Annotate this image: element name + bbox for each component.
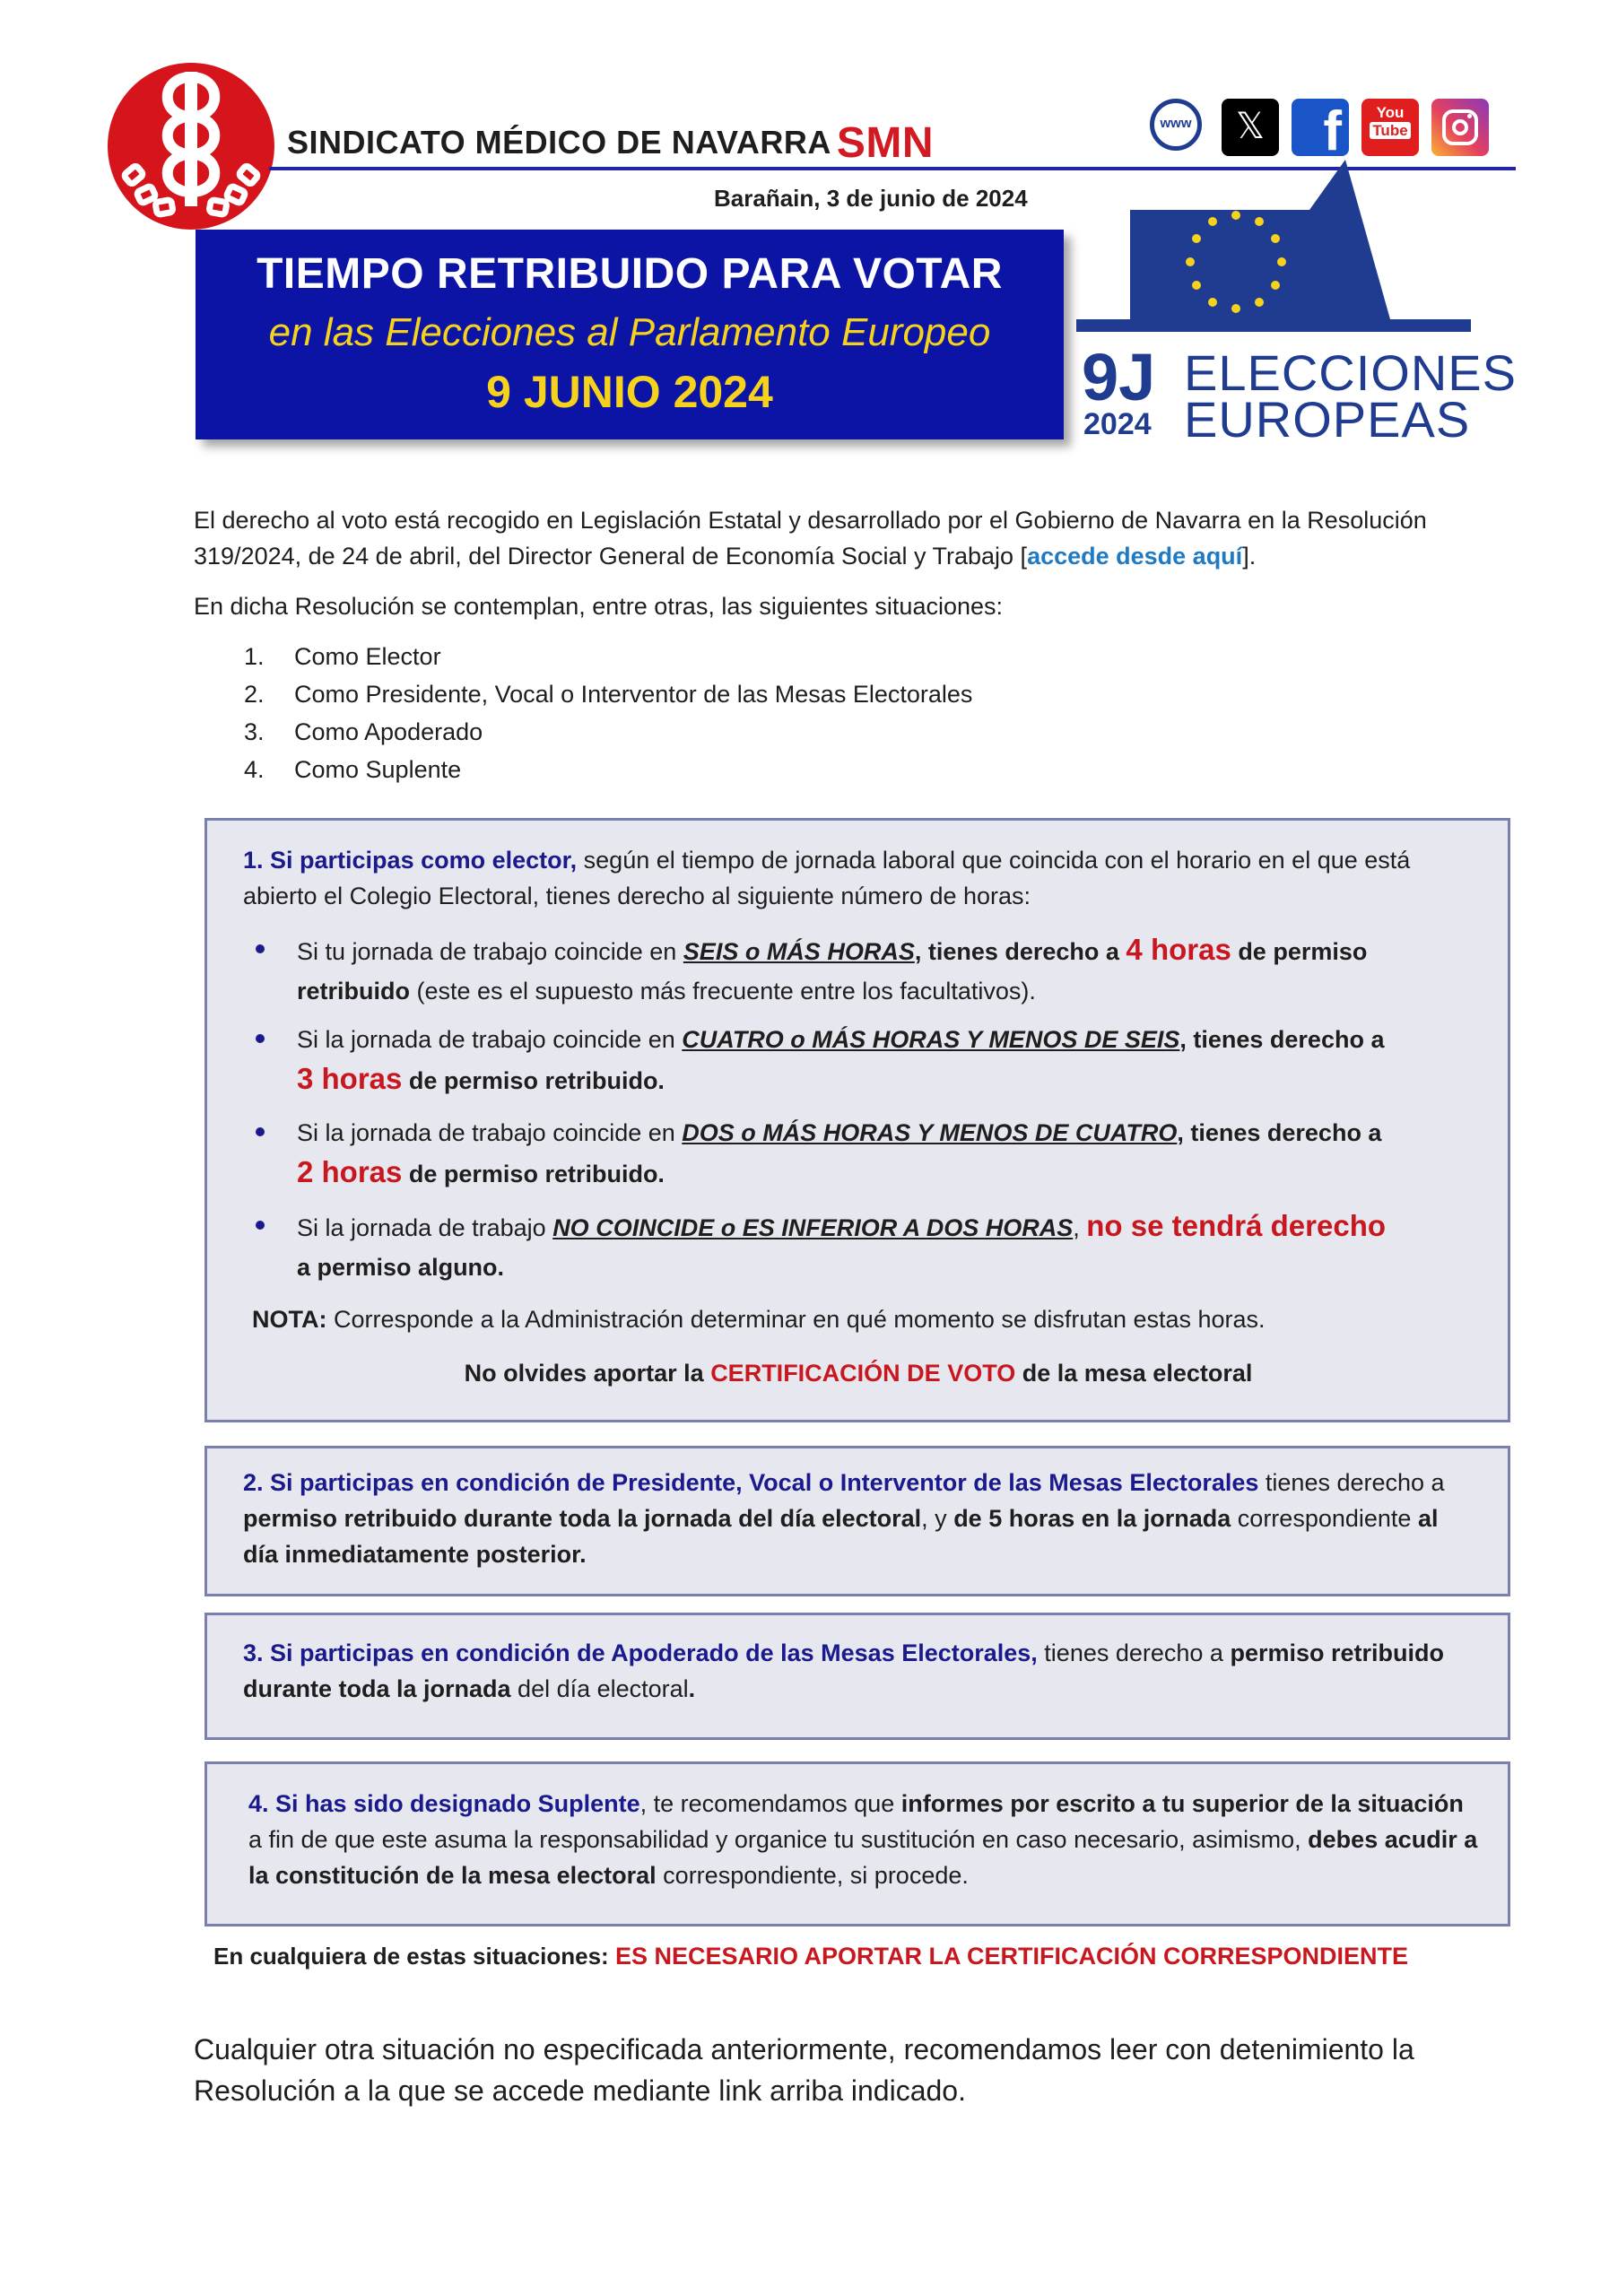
eu-logo-year: 2024 bbox=[1083, 407, 1152, 441]
presidente-text: 2. Si participas en condición de Presidente, Vocal o Interventor de las Mesas Electorales tienes derecho a permiso retribuido durante toda la jornada del día electoral, y de 5 horas en la jornada correspondiente al día inmediatamente posterior. bbox=[243, 1469, 1445, 1568]
youtube-icon-bottom: Tube bbox=[1370, 122, 1410, 139]
title-line-2: en las Elecciones al Parlamento Europeo bbox=[268, 310, 991, 354]
org-name bbox=[287, 115, 935, 167]
apoderado-text: 3. Si participas en condición de Apoderado de las Mesas Electorales, tienes derecho a permiso retribuido durante toda la jornada del día electoral. bbox=[243, 1639, 1444, 1702]
instagram-icon[interactable] bbox=[1431, 99, 1489, 156]
document-date: Barañain, 3 de junio de 2024 bbox=[714, 185, 1028, 212]
eu-logo-9j: 9J bbox=[1082, 340, 1156, 414]
eu-logo-line-1: ELECCIONES bbox=[1184, 344, 1517, 401]
bullet-item: Si la jornada de trabajo NO COINCIDE o ES INFERIOR A DOS HORAS, no se tendrá derecho a permiso alguno. bbox=[297, 1206, 1400, 1287]
intro-text: El derecho al voto está recogido en Legislación Estatal y desarrollado por el Gobierno de Navarra en la Resolución 319/2024, de 24 de abril, del Director General de Economía Social y Trabajo [ bbox=[194, 507, 1427, 570]
bullet-dot bbox=[256, 1221, 265, 1230]
elector-section bbox=[204, 818, 1510, 1422]
title-line-3: 9 JUNIO 2024 bbox=[486, 367, 773, 417]
smn-logo bbox=[106, 61, 276, 231]
elector-intro: 1. Si participas como elector, según el tiempo de jornada laboral que coincida con el horario en el que está abierto el Colegio Electoral, tienes derecho al siguiente número de horas: bbox=[243, 847, 1411, 909]
x-icon-glyph: 𝕏 bbox=[1235, 106, 1266, 147]
bullet-item: Si tu jornada de trabajo coincide en SEIS o MÁS HORAS, tienes derecho a 4 horas de permiso retribuido (este es el supuesto más frecuente entre los facultativos). bbox=[297, 930, 1400, 1011]
youtube-icon-top: You bbox=[1376, 104, 1405, 121]
list-item: 2. Como Presidente, Vocal o Interventor de las Mesas Electorales bbox=[244, 681, 973, 708]
list-item: 1. Como Elector bbox=[244, 643, 441, 670]
www-icon-label: www bbox=[1160, 116, 1192, 131]
bullet-dot bbox=[256, 944, 265, 953]
elector-heading: 1. Si participas como elector, bbox=[243, 847, 578, 874]
resolution-link[interactable]: accede desde aquí bbox=[1027, 543, 1243, 570]
list-item: 4. Como Suplente bbox=[244, 756, 462, 783]
eu-logo-line-2: EUROPEAS bbox=[1184, 391, 1471, 448]
suplente-text: 4. Si has sido designado Suplente, te recomendamos que informes por escrito a tu superior de la situación a fin de que este asuma la responsabilidad y organice tu sustitución en caso necesario, asimismo, debes acudir a la constitución de la mesa electoral correspondiente, si procede. bbox=[248, 1790, 1478, 1889]
final-note: En cualquiera de estas situaciones: ES NECESARIO APORTAR LA CERTIFICACIÓN CORRESPONDIENTE bbox=[213, 1943, 1409, 1970]
presidente-section bbox=[204, 1446, 1510, 1596]
intro-paragraph bbox=[194, 502, 1485, 574]
list-item: 3. Como Apoderado bbox=[244, 718, 483, 745]
org-abbreviation: SMN bbox=[836, 119, 935, 167]
facebook-icon[interactable] bbox=[1292, 99, 1349, 162]
bullet-item: Si la jornada de trabajo coincide en CUATRO o MÁS HORAS Y MENOS DE SEIS, tienes derecho a 3 horas de permiso retribuido. bbox=[297, 1020, 1400, 1100]
youtube-icon[interactable] bbox=[1361, 99, 1419, 156]
bullet-dot bbox=[256, 1034, 265, 1043]
certificate-reminder: No olvides aportar la CERTIFICACIÓN DE VOTO de la mesa electoral bbox=[464, 1360, 1253, 1387]
nota: NOTA: Corresponde a la Administración determinar en qué momento se disfrutan estas horas. bbox=[252, 1306, 1266, 1333]
x-icon[interactable] bbox=[1222, 99, 1279, 156]
apoderado-section bbox=[204, 1613, 1510, 1740]
facebook-icon-glyph: f bbox=[1323, 100, 1342, 162]
www-icon[interactable] bbox=[1150, 99, 1202, 151]
title-line-1: TIEMPO RETRIBUIDO PARA VOTAR bbox=[257, 250, 1003, 298]
list-intro: En dicha Resolución se contemplan, entre otras, las siguientes situaciones: bbox=[194, 593, 1004, 620]
bullet-item: Si la jornada de trabajo coincide en DOS o MÁS HORAS Y MENOS DE CUATRO, tienes derecho a 2 horas de permiso retribuido. bbox=[297, 1113, 1400, 1194]
suplente-section bbox=[204, 1761, 1510, 1926]
intro-end: ]. bbox=[1242, 543, 1257, 570]
bullet-dot bbox=[256, 1127, 265, 1136]
org-name-text: SINDICATO MÉDICO DE NAVARRA bbox=[287, 124, 831, 161]
title-box bbox=[196, 230, 1064, 439]
closing-paragraph: Cualquier otra situación no especificada anteriormente, recomendamos leer con detenimiento la Resolución a la que se accede mediante link arriba indicado. bbox=[194, 2033, 1414, 2107]
